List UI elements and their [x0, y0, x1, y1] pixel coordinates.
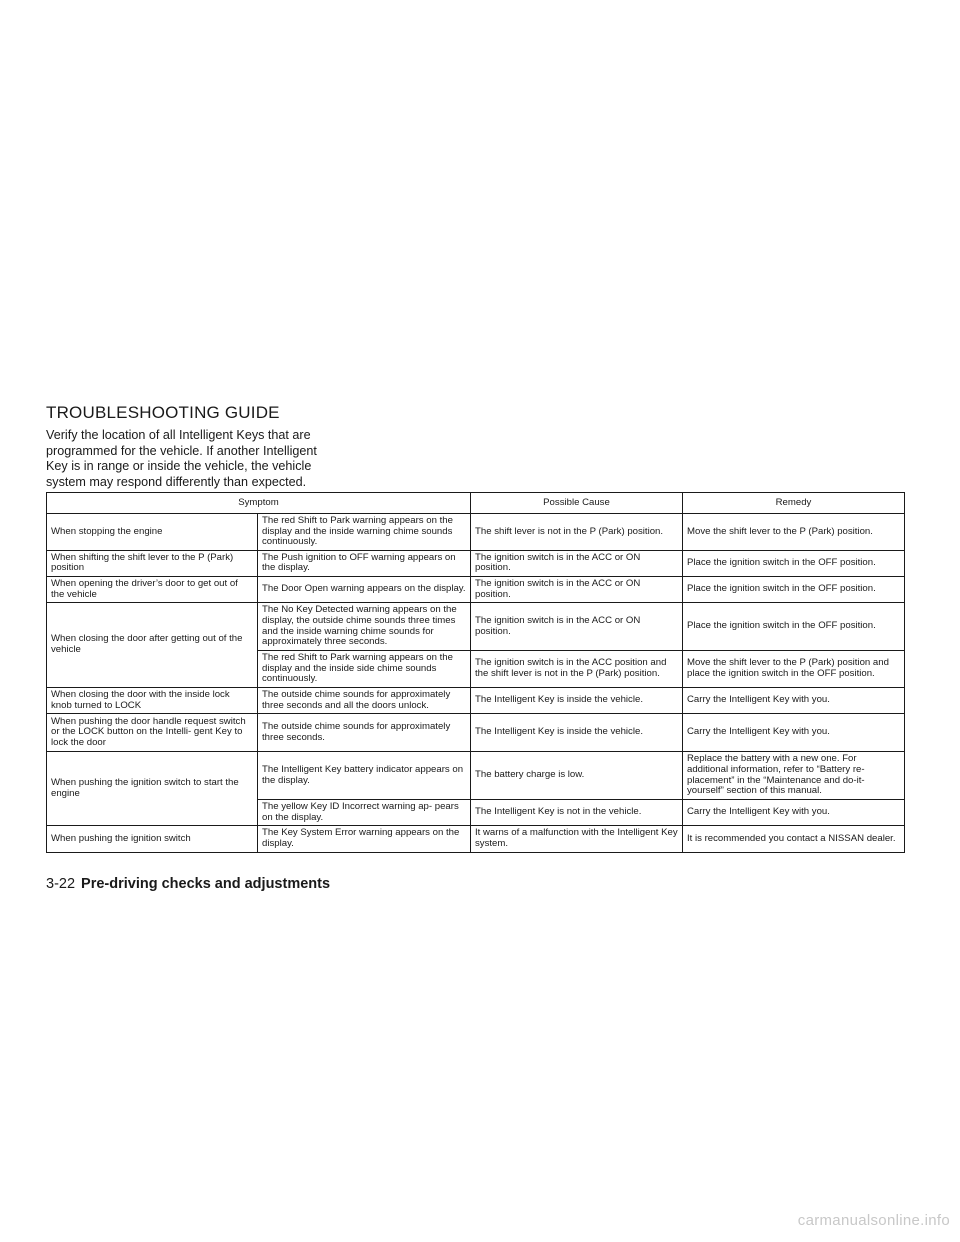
watermark[interactable]: carmanualsonline.info	[797, 1212, 950, 1229]
table-header-row	[47, 493, 905, 514]
cell-symptom: When closing the door after getting out of the vehicle	[47, 603, 258, 688]
header-symptom: Symptom	[47, 493, 471, 514]
table-row	[47, 714, 905, 752]
cell-condition: The Push ignition to OFF warning appears on the display.	[258, 550, 471, 576]
cell-symptom: When opening the driver’s door to get out of the vehicle	[47, 576, 258, 602]
troubleshooting-table-container	[46, 492, 904, 853]
table-row	[47, 576, 905, 602]
cell-remedy: Carry the Intelligent Key with you.	[683, 800, 905, 826]
cell-condition: The yellow Key ID Incorrect warning ap- pears on the display.	[258, 800, 471, 826]
cell-condition: The outside chime sounds for approximately three seconds.	[258, 714, 471, 752]
cell-symptom: When pushing the ignition switch to start the engine	[47, 752, 258, 826]
cell-possible-cause: The ignition switch is in the ACC or ON position.	[471, 576, 683, 602]
cell-condition: The Door Open warning appears on the display.	[258, 576, 471, 602]
intro-paragraph: Verify the location of all Intelligent Keys that are programmed for the vehicle. If another Intelligent Key is in range or inside the vehicle, the vehicle system may respond differently than expected.	[46, 428, 317, 489]
cell-remedy: Place the ignition switch in the OFF position.	[683, 576, 905, 602]
cell-possible-cause: The Intelligent Key is inside the vehicle.	[471, 714, 683, 752]
cell-condition: The Intelligent Key battery indicator appears on the display.	[258, 752, 471, 800]
table-row	[47, 752, 905, 800]
cell-condition: The Key System Error warning appears on the display.	[258, 826, 471, 852]
cell-symptom: When pushing the door handle request switch or the LOCK button on the Intelli- gent Key to lock the door	[47, 714, 258, 752]
cell-possible-cause: The ignition switch is in the ACC or ON position.	[471, 550, 683, 576]
cell-remedy: Place the ignition switch in the OFF position.	[683, 550, 905, 576]
cell-remedy: It is recommended you contact a NISSAN dealer.	[683, 826, 905, 852]
cell-remedy: Carry the Intelligent Key with you.	[683, 687, 905, 713]
cell-remedy: Move the shift lever to the P (Park) position and place the ignition switch in the OFF position.	[683, 651, 905, 688]
cell-remedy: Carry the Intelligent Key with you.	[683, 714, 905, 752]
cell-symptom: When stopping the engine	[47, 514, 258, 551]
cell-possible-cause: The battery charge is low.	[471, 752, 683, 800]
cell-possible-cause: The shift lever is not in the P (Park) position.	[471, 514, 683, 551]
cell-symptom: When shifting the shift lever to the P (Park) position	[47, 550, 258, 576]
cell-possible-cause: The Intelligent Key is inside the vehicle.	[471, 687, 683, 713]
cell-remedy: Replace the battery with a new one. For additional information, refer to “Battery re- placement” in the “Maintenance and do-it- yourself” section of this manual.	[683, 752, 905, 800]
header-remedy: Remedy	[683, 493, 905, 514]
cell-condition: The red Shift to Park warning appears on the display and the inside warning chime sounds continuously.	[258, 514, 471, 551]
cell-possible-cause: It warns of a malfunction with the Intelligent Key system.	[471, 826, 683, 852]
table-row	[47, 826, 905, 852]
cell-remedy: Place the ignition switch in the OFF position.	[683, 603, 905, 651]
cell-condition: The outside chime sounds for approximately three seconds and all the doors unlock.	[258, 687, 471, 713]
troubleshooting-table	[46, 492, 905, 853]
cell-condition: The No Key Detected warning appears on the display, the outside chime sounds three times and the inside warning chime sounds for approximately three seconds.	[258, 603, 471, 651]
cell-symptom: When closing the door with the inside lock knob turned to LOCK	[47, 687, 258, 713]
cell-symptom: When pushing the ignition switch	[47, 826, 258, 852]
chapter-title: Pre-driving checks and adjustments	[81, 876, 331, 892]
table-row	[47, 550, 905, 576]
cell-condition: The red Shift to Park warning appears on the display and the inside side chime sounds continuously.	[258, 651, 471, 688]
header-possible-cause: Possible Cause	[471, 493, 683, 514]
table-row	[47, 687, 905, 713]
table-row	[47, 603, 905, 651]
cell-possible-cause: The ignition switch is in the ACC position and the shift lever is not in the P (Park) position.	[471, 651, 683, 688]
cell-remedy: Move the shift lever to the P (Park) position.	[683, 514, 905, 551]
section-title: TROUBLESHOOTING GUIDE	[46, 403, 280, 422]
page-number: 3-22	[46, 876, 76, 892]
cell-possible-cause: The Intelligent Key is not in the vehicle.	[471, 800, 683, 826]
table-row	[47, 514, 905, 551]
cell-possible-cause: The ignition switch is in the ACC or ON position.	[471, 603, 683, 651]
page-footer	[46, 876, 330, 892]
